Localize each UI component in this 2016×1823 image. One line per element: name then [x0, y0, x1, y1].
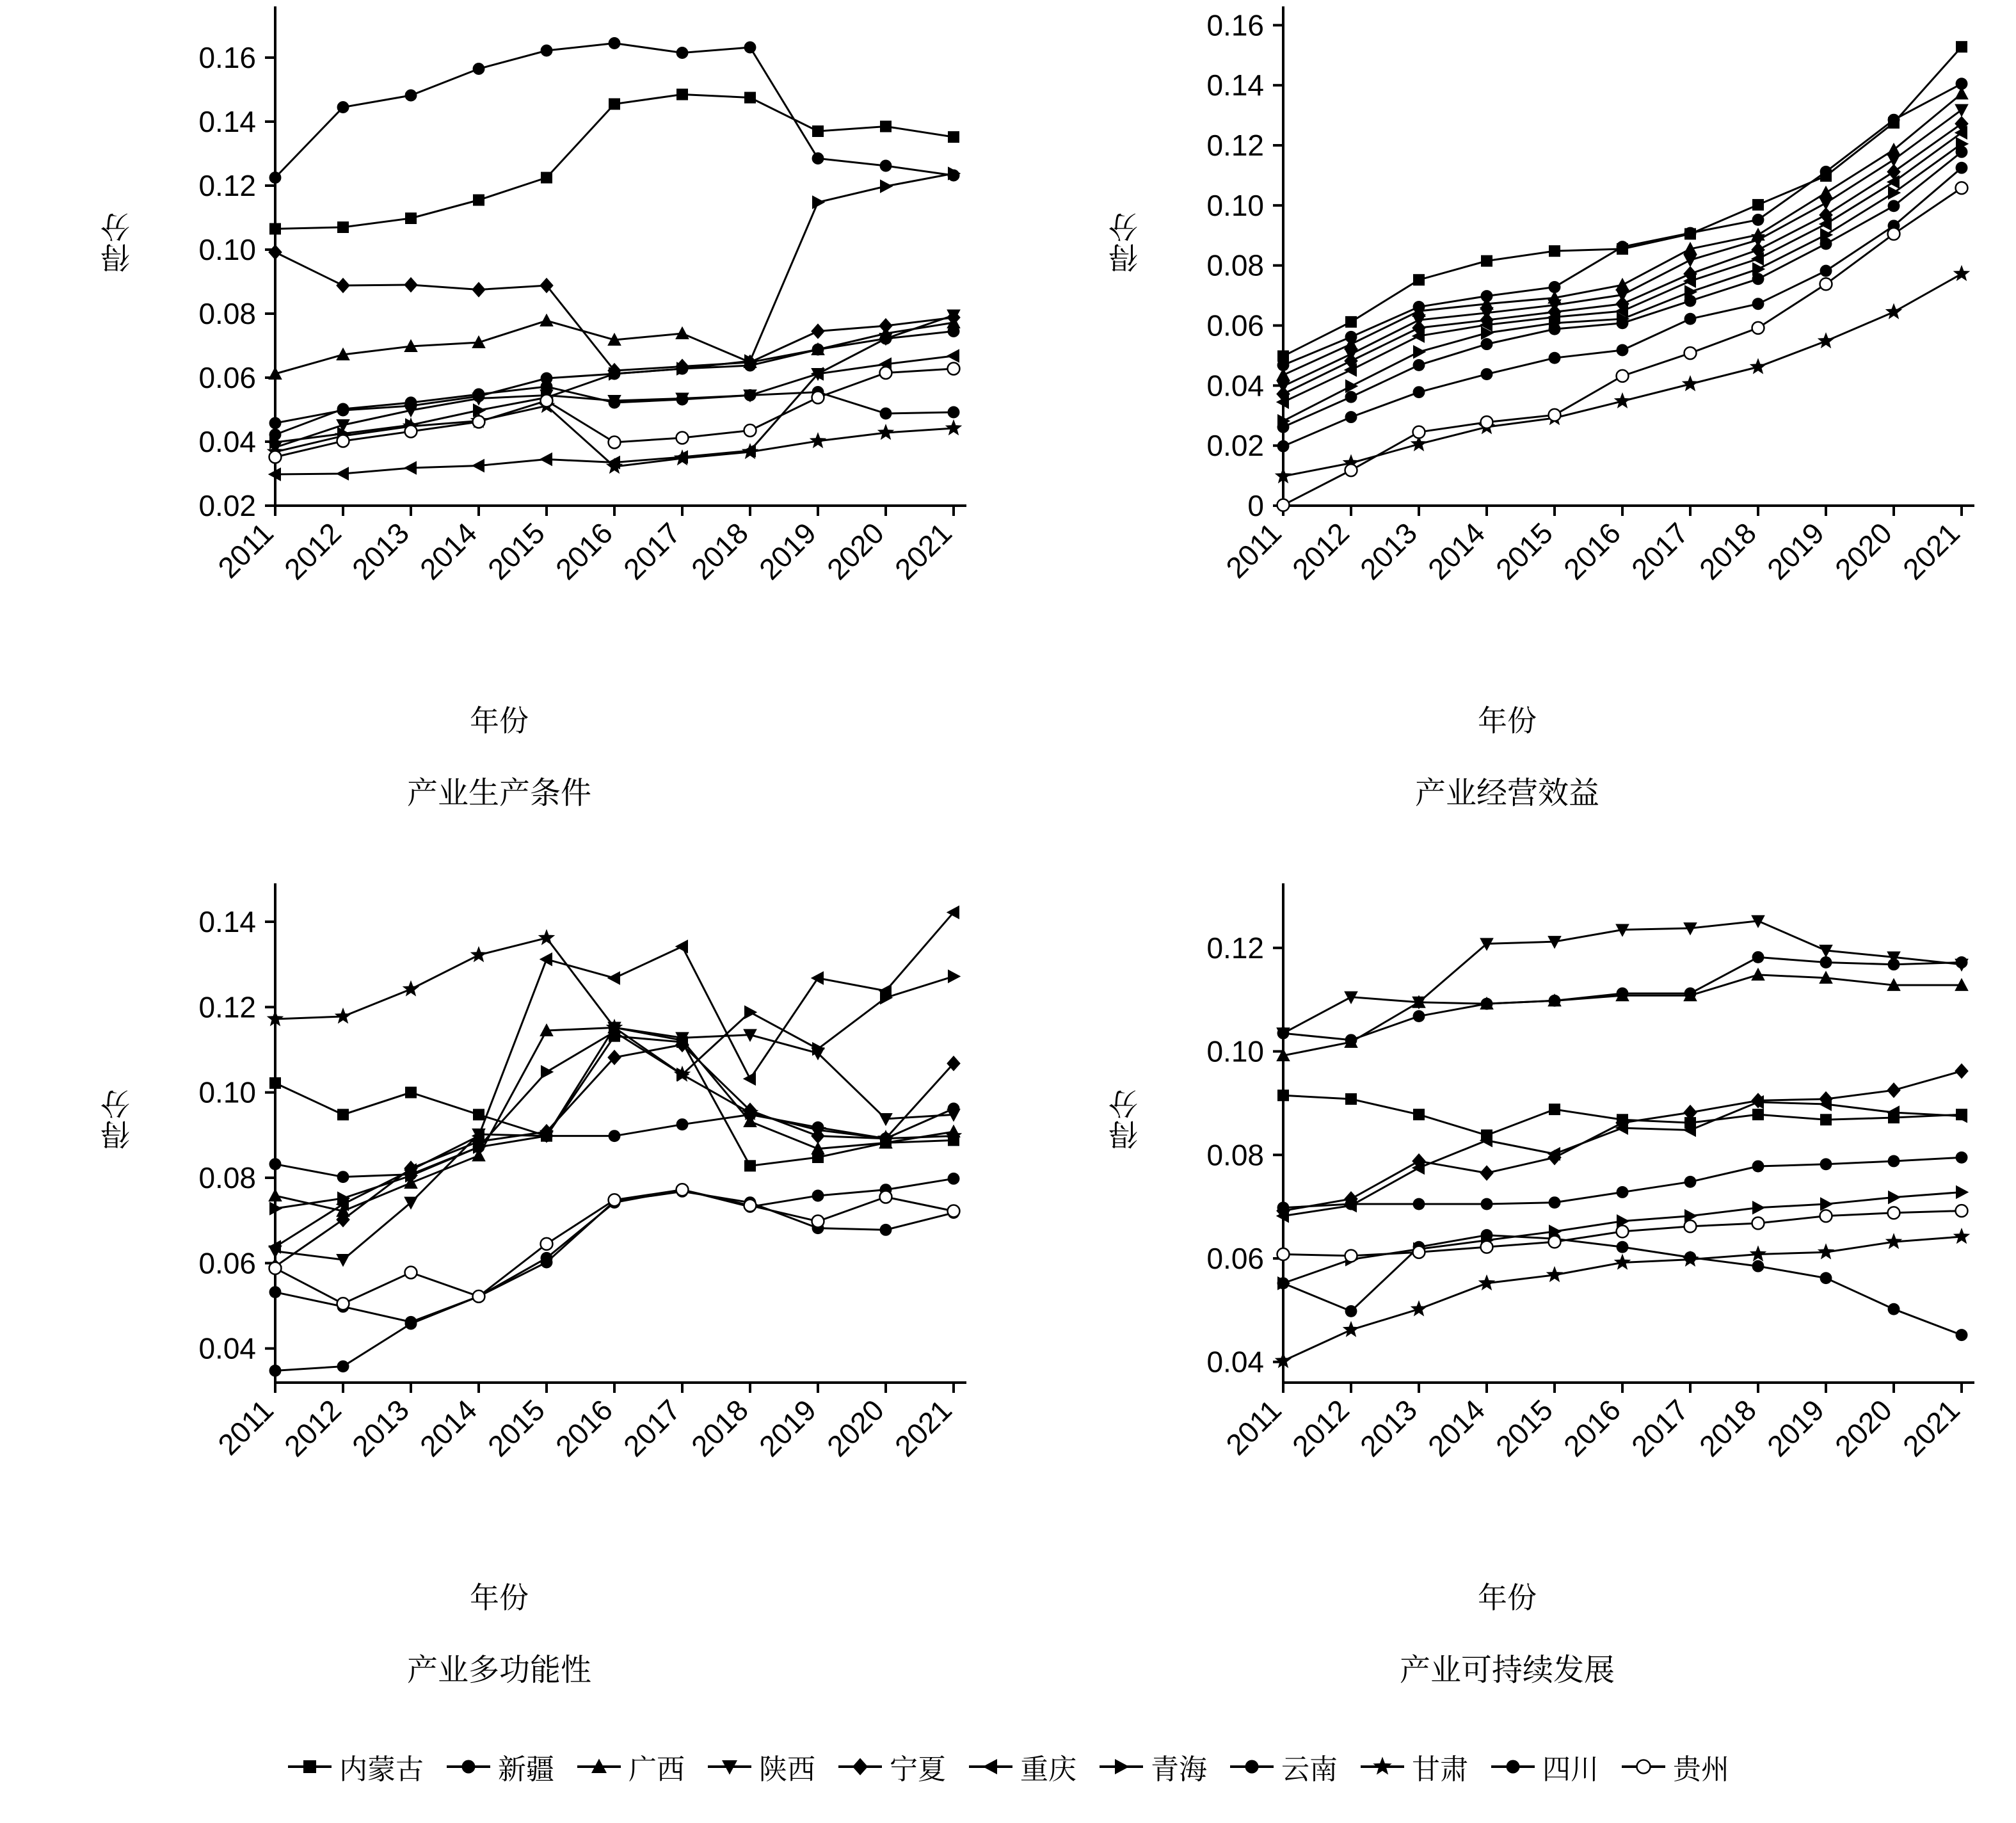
panel-caption: 产业可持续发展: [1399, 1653, 1615, 1687]
x-axis-label: 年份: [470, 704, 529, 737]
triangle-up-icon: [576, 1754, 622, 1779]
svg-text:2015: 2015: [1489, 516, 1560, 586]
triangle-left-icon: [968, 1754, 1014, 1779]
x-axis-label: 年份: [470, 1581, 529, 1614]
svg-text:2011: 2011: [211, 516, 280, 585]
svg-text:2020: 2020: [1828, 516, 1899, 586]
svg-text:0.08: 0.08: [198, 297, 256, 330]
legend-item-label: 四川: [1542, 1754, 1599, 1785]
legend-item-label: 贵州: [1673, 1754, 1729, 1785]
svg-text:2014: 2014: [1421, 516, 1492, 586]
circle-icon: [1229, 1754, 1275, 1779]
svg-text:0.10: 0.10: [1206, 188, 1264, 222]
svg-text:2013: 2013: [345, 516, 416, 586]
legend-item: [445, 1746, 554, 1787]
legend-item: [287, 1746, 424, 1787]
legend-item-label: 甘肃: [1412, 1754, 1468, 1785]
legend-item-label: 广西: [628, 1754, 685, 1785]
legend-item: [1620, 1746, 1729, 1787]
svg-text:2017: 2017: [616, 1393, 687, 1463]
legend-item: [1359, 1746, 1468, 1787]
svg-text:2013: 2013: [345, 1393, 416, 1463]
svg-text:0.02: 0.02: [198, 489, 256, 522]
svg-text:0.08: 0.08: [1206, 248, 1264, 282]
plot-area-production-conditions: [0, 0, 998, 640]
legend-item: [837, 1746, 946, 1787]
chart-panel-operating-benefit: [1008, 0, 2006, 858]
svg-text:2015: 2015: [481, 1393, 552, 1463]
svg-text:2016: 2016: [1556, 516, 1628, 586]
svg-text:0.04: 0.04: [198, 1331, 256, 1365]
chart-panel-sustainable-development: [1008, 877, 2006, 1735]
legend-item: [1229, 1746, 1338, 1787]
svg-text:2015: 2015: [481, 516, 552, 586]
svg-text:2020: 2020: [1828, 1393, 1899, 1463]
svg-text:2016: 2016: [548, 516, 620, 586]
legend-item: [576, 1746, 685, 1787]
svg-text:2018: 2018: [684, 1393, 755, 1463]
svg-text:0.06: 0.06: [198, 1246, 256, 1280]
panel-caption: 产业多功能性: [406, 1653, 591, 1687]
svg-text:2020: 2020: [820, 1393, 891, 1463]
svg-text:0.10: 0.10: [198, 233, 256, 266]
svg-text:0.14: 0.14: [1206, 68, 1264, 102]
legend-item: [1098, 1746, 1207, 1787]
svg-text:2019: 2019: [752, 516, 823, 586]
svg-text:0.16: 0.16: [1206, 8, 1264, 42]
x-axis-label: 年份: [1478, 704, 1537, 737]
panel-caption: 产业经营效益: [1414, 776, 1599, 810]
plot-area-sustainable-development: [1008, 877, 2006, 1517]
legend: [0, 1728, 2016, 1805]
plot-area-multifunctionality: [0, 877, 998, 1517]
svg-text:0.08: 0.08: [1206, 1138, 1264, 1172]
legend-item: [707, 1746, 815, 1787]
svg-text:2021: 2021: [1896, 1393, 1967, 1463]
svg-text:2013: 2013: [1353, 516, 1424, 586]
svg-text:0.12: 0.12: [198, 169, 256, 202]
svg-text:2013: 2013: [1353, 1393, 1424, 1463]
square-icon: [287, 1754, 333, 1779]
svg-text:2014: 2014: [413, 1393, 484, 1463]
chart-panel-production-conditions: [0, 0, 998, 858]
svg-text:0.06: 0.06: [1206, 1241, 1264, 1275]
legend-item: [968, 1746, 1076, 1787]
svg-text:0.04: 0.04: [198, 425, 256, 458]
legend-item-label: 新疆: [498, 1754, 554, 1785]
y-axis-label: 得分: [1108, 211, 1142, 273]
triangle-down-icon: [707, 1754, 753, 1779]
svg-text:2021: 2021: [888, 516, 959, 586]
svg-text:2018: 2018: [1692, 516, 1763, 586]
legend-item-label: 宁夏: [890, 1754, 946, 1785]
svg-text:0.08: 0.08: [198, 1161, 256, 1194]
svg-text:0.04: 0.04: [1206, 369, 1264, 403]
y-axis-label: 得分: [1108, 1088, 1142, 1150]
svg-text:2012: 2012: [277, 516, 348, 586]
svg-text:0.12: 0.12: [198, 990, 256, 1024]
legend-item-label: 云南: [1281, 1754, 1338, 1785]
svg-text:2021: 2021: [1896, 516, 1967, 586]
circle-icon: [445, 1754, 492, 1779]
svg-text:2015: 2015: [1489, 1393, 1560, 1463]
svg-text:0.16: 0.16: [198, 41, 256, 74]
chart-panel-multifunctionality: [0, 877, 998, 1735]
svg-text:2017: 2017: [1624, 1393, 1695, 1463]
svg-text:0.06: 0.06: [198, 361, 256, 394]
legend-item: [1490, 1746, 1599, 1787]
svg-text:2012: 2012: [1285, 516, 1356, 586]
panel-caption: 产业生产条件: [406, 776, 591, 810]
y-axis-label: 得分: [100, 211, 134, 273]
circle-icon: [1490, 1754, 1536, 1779]
svg-text:0.14: 0.14: [198, 105, 256, 138]
svg-text:2016: 2016: [548, 1393, 620, 1463]
svg-text:2017: 2017: [1624, 516, 1695, 586]
svg-text:2019: 2019: [752, 1393, 823, 1463]
svg-text:2020: 2020: [820, 516, 891, 586]
svg-text:0.04: 0.04: [1206, 1345, 1264, 1379]
svg-text:2011: 2011: [1219, 1393, 1288, 1462]
svg-text:2019: 2019: [1760, 516, 1831, 586]
svg-text:2018: 2018: [1692, 1393, 1763, 1463]
svg-text:2014: 2014: [1421, 1393, 1492, 1463]
x-axis-label: 年份: [1478, 1581, 1537, 1614]
circle-open-icon: [1620, 1754, 1667, 1779]
svg-text:0.10: 0.10: [198, 1075, 256, 1109]
plot-area-operating-benefit: [1008, 0, 2006, 640]
svg-text:2014: 2014: [413, 516, 484, 586]
svg-text:2012: 2012: [1285, 1393, 1356, 1463]
svg-text:0: 0: [1247, 489, 1264, 522]
svg-text:2012: 2012: [277, 1393, 348, 1463]
svg-text:2017: 2017: [616, 516, 687, 586]
y-axis-label: 得分: [100, 1088, 134, 1150]
svg-text:2011: 2011: [1219, 516, 1288, 585]
star-icon: [1359, 1754, 1405, 1779]
svg-text:2011: 2011: [211, 1393, 280, 1462]
legend-item-label: 重庆: [1020, 1754, 1076, 1785]
svg-text:0.06: 0.06: [1206, 309, 1264, 342]
svg-text:0.14: 0.14: [198, 905, 256, 938]
svg-text:2016: 2016: [1556, 1393, 1628, 1463]
legend-item-label: 青海: [1151, 1754, 1207, 1785]
svg-text:2021: 2021: [888, 1393, 959, 1463]
legend-item-label: 内蒙古: [339, 1754, 424, 1785]
svg-text:0.12: 0.12: [1206, 129, 1264, 163]
triangle-right-icon: [1098, 1754, 1144, 1779]
svg-text:0.10: 0.10: [1206, 1034, 1264, 1068]
diamond-icon: [837, 1754, 883, 1779]
svg-text:2019: 2019: [1760, 1393, 1831, 1463]
legend-item-label: 陕西: [759, 1754, 815, 1785]
svg-text:2018: 2018: [684, 516, 755, 586]
svg-text:0.02: 0.02: [1206, 429, 1264, 463]
svg-text:0.12: 0.12: [1206, 931, 1264, 965]
